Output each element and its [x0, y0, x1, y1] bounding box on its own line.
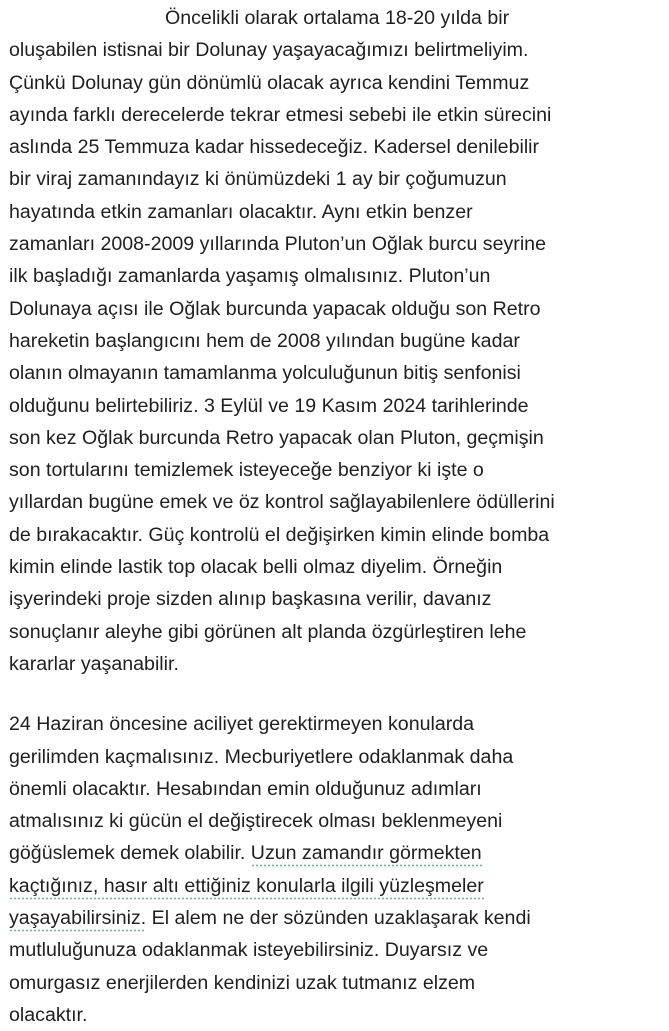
paragraph-line: olanın olmayanın tamamlanma yolculuğunun bitiş senfonisi: [9, 362, 521, 385]
paragraph-line: olduğunu belirtebiliriz. 3 Eylül ve 19 Kasım 2024 tarihlerinde: [9, 394, 529, 417]
paragraph-line: [9, 837, 663, 869]
paragraph-line: işyerindeki proje sizden alınıp başkasına verilir, davanız: [9, 588, 492, 611]
paragraph-line: oluşabilen istisnai bir Dolunay yaşayacağımızı belirtmeliyim.: [9, 39, 529, 62]
paragraph-line: [9, 902, 663, 934]
paragraph-line: kimin elinde lastik top olacak belli olmaz diyelim. Örneğin: [9, 556, 503, 579]
paragraph-line: hayatında etkin zamanları olacaktır. Aynı etkin benzer: [9, 200, 473, 223]
paragraph-line: bir viraj zamanındayız ki önümüzdeki 1 ay bir çoğumuzun: [9, 168, 507, 191]
paragraph-line: gerilimden kaçmalısınız. Mecburiyetlere odaklanmak daha: [9, 745, 514, 768]
paragraph-line: ayında farklı derecelerde tekrar etmesi sebebi ile etkin sürecini: [9, 103, 552, 126]
paragraph-line: Öncelikli olarak ortalama 18-20 yılda bir: [165, 7, 510, 29]
plain-text: El alem ne der sözünden uzaklaşarak kendi: [146, 907, 531, 930]
paragraph-line: hareketin başlangıcını hem de 2008 yılından bugüne kadar: [9, 329, 520, 352]
paragraph-line: zamanları 2008-2009 yıllarında Pluton’un Oğlak burcu seyrine: [9, 233, 546, 256]
underlined-phrase[interactable]: kaçtığınız, hasır altı ettiğiniz konularla ilgili yüzleşmeler: [9, 875, 484, 900]
plain-text: göğüslemek demek olabilir.: [9, 842, 251, 865]
paragraph-line: Çünkü Dolunay gün dönümlü olacak ayrıca kendini Temmuz: [9, 71, 530, 94]
paragraph-line: kararlar yaşanabilir.: [9, 652, 179, 675]
paragraph-line: yıllardan bugüne emek ve öz kontrol sağlayabilenlere ödüllerini: [9, 491, 555, 514]
paragraph-line: ilk başladığı zamanlarda yaşamış olmalısınız. Pluton’un: [9, 265, 491, 288]
paragraph-line: 24 Haziran öncesine aciliyet gerektirmeyen konularda: [9, 713, 475, 736]
paragraph-line: mutluluğunuza odaklanmak isteyebilirsiniz. Duyarsız ve: [9, 939, 489, 962]
paragraph-line: Dolunaya açısı ile Oğlak burcunda yapacak olduğu son Retro: [9, 297, 541, 320]
paragraph-line: olacaktır.: [9, 1003, 88, 1026]
underlined-phrase[interactable]: Uzun zamandır görmekten: [251, 842, 482, 867]
article-paragraph-2: [9, 708, 663, 1031]
paragraph-line: önemli olacaktır. Hesabından emin olduğunuz adımları: [9, 777, 482, 800]
paragraph-line: aslında 25 Temmuza kadar hissedeceğiz. Kadersel denilebilir: [9, 136, 540, 159]
paragraph-line: [9, 870, 663, 902]
article-paragraph-1: [9, 2, 663, 680]
paragraph-line: omurgasız enerjilerden kendinizi uzak tutmanız elzem: [9, 971, 476, 994]
paragraph-line: son kez Oğlak burcunda Retro yapacak olan Pluton, geçmişin: [9, 426, 544, 449]
paragraph-line: sonuçlanır aleyhe gibi görünen alt planda özgürleştiren lehe: [9, 620, 527, 643]
paragraph-line: son tortularını temizlemek isteyeceğe benziyor ki işte o: [9, 459, 484, 482]
paragraph-line: atmalısınız ki gücün el değiştirecek olması beklenmeyeni: [9, 810, 503, 833]
underlined-phrase[interactable]: yaşayabilirsiniz.: [9, 907, 146, 932]
paragraph-line: de bırakacaktır. Güç kontrolü el değişirken kimin elinde bomba: [9, 523, 550, 546]
